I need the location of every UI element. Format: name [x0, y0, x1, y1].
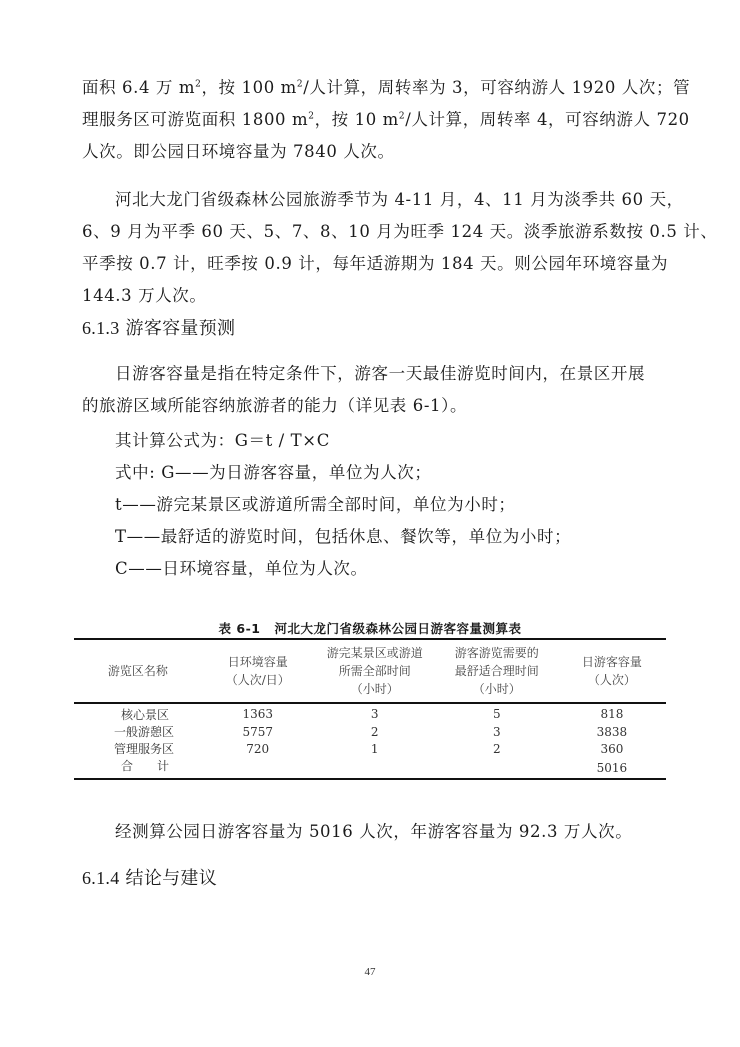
table-row — [74, 703, 666, 724]
text-line: 144.3 万人次。 — [82, 286, 207, 305]
superscript: 2 — [296, 79, 304, 90]
cell-comfortable-time: 3 — [492, 725, 501, 739]
section-title: 游客容量预测 — [125, 318, 236, 339]
text-line — [82, 72, 691, 104]
text-line: 的旅游区域所能容纳旅游者的能力（详见表 6-1）。 — [82, 396, 468, 415]
header-line: 游览区名称 — [107, 664, 168, 678]
header-comfortable-time — [436, 639, 558, 703]
cell-total-time: 1 — [370, 742, 379, 756]
header-daily-visitor-capacity — [558, 639, 666, 703]
table-total-row — [74, 758, 666, 779]
text-run: 理服务区可游览面积 1800 m — [82, 110, 309, 129]
cell-daily-visitor-capacity: 360 — [600, 742, 624, 756]
superscript: 2 — [398, 111, 406, 122]
superscript: 2 — [308, 111, 315, 122]
cell-area-name: 一般游憩区 — [114, 725, 175, 739]
header-total-time — [314, 639, 436, 703]
table-number: 表 6-1 — [218, 621, 261, 636]
paragraph-environment-capacity — [82, 72, 691, 168]
text-run: /人计算，周转率为 3，可容纳游人 1920 人次；管 — [303, 78, 691, 97]
formula-T-definition: T——最舒适的游览时间，包括休息、餐饮等，单位为小时； — [115, 527, 572, 546]
paragraph-definition — [82, 358, 660, 422]
section-title: 结论与建议 — [125, 868, 218, 889]
section-heading-6-1-3 — [82, 314, 235, 340]
text-line: 平季按 0.7 计，旺季按 0.9 计，每年适游期为 184 天。则公园年环境容量为 — [82, 254, 669, 273]
table-title: 河北大龙门省级森林公园日游客容量测算表 — [274, 621, 522, 636]
page-number: 47 — [364, 966, 376, 978]
text-run: ，按 100 m — [201, 78, 297, 97]
header-line: 最舒适合理时间 — [454, 664, 539, 678]
cell-environment-capacity: 5757 — [242, 725, 273, 739]
header-environment-capacity — [202, 639, 314, 703]
cell-empty — [314, 758, 436, 779]
header-line: 日环境容量 — [227, 655, 288, 669]
cell-total-time: 2 — [370, 725, 379, 739]
paragraph-tourism-season — [82, 184, 718, 312]
cell-daily-visitor-capacity: 3838 — [596, 725, 628, 739]
formula-c-definition: C——日环境容量，单位为人次。 — [115, 559, 368, 578]
text-line: 6、9 月为平季 60 天、5、7、8、10 月为旺季 124 天。淡季旅游系数按 0.5 计、 — [82, 222, 718, 241]
cell-empty — [202, 758, 314, 779]
formula-intro: 其计算公式为：G＝t / T×C — [115, 431, 330, 450]
cell-total-value: 5016 — [596, 760, 628, 775]
table-row — [74, 724, 666, 741]
cell-total-label: 合 计 — [121, 759, 170, 773]
cell-comfortable-time: 5 — [492, 706, 501, 721]
header-line: （人次） — [587, 673, 636, 687]
header-line: 所需全部时间 — [338, 664, 411, 678]
table-header-row — [74, 639, 666, 703]
formula-g-definition: 式中: G——为日游客容量，单位为人次； — [115, 463, 432, 482]
cell-daily-visitor-capacity: 818 — [600, 706, 624, 721]
paragraph-conclusion — [82, 816, 660, 848]
cell-total-time: 3 — [370, 706, 379, 721]
text-line: 日游客容量是指在特定条件下，游客一天最佳游览时间内，在景区开展 — [115, 364, 646, 383]
header-line: 游客游览需要的 — [454, 646, 539, 660]
cell-area-name: 管理服务区 — [114, 742, 175, 756]
header-line: （小时） — [472, 682, 521, 696]
cell-environment-capacity: 720 — [246, 742, 270, 756]
text-line: 人次。即公园日环境容量为 7840 人次。 — [82, 142, 395, 161]
text-line — [82, 104, 690, 136]
visitor-capacity-table — [74, 638, 666, 780]
cell-comfortable-time: 2 — [492, 742, 501, 756]
header-line: 日游客容量 — [581, 655, 642, 669]
superscript: 2 — [195, 79, 202, 90]
cell-empty — [436, 758, 558, 779]
header-line: （人次/日） — [225, 673, 290, 687]
text-run: /人计算，周转率 4，可容纳游人 720 — [405, 110, 690, 129]
table-row — [74, 741, 666, 758]
text-line: 经测算公园日游客容量为 5016 人次，年游客容量为 92.3 万人次。 — [115, 822, 633, 841]
header-line: （小时） — [350, 682, 399, 696]
header-area-name — [74, 639, 202, 703]
text-line: 河北大龙门省级森林公园旅游季节为 4-11 月，4、11 月为淡季共 60 天， — [115, 190, 684, 209]
formula-t-definition: t——游完某景区或游道所需全部时间，单位为小时； — [115, 495, 516, 514]
section-heading-6-1-4 — [82, 864, 217, 890]
cell-area-name: 核心景区 — [121, 708, 170, 722]
text-run: ，按 10 m — [314, 110, 399, 129]
section-number: 6.1.4 — [82, 868, 120, 888]
text-run: 面积 6.4 万 m — [82, 78, 196, 97]
header-line: 游完某景区或游道 — [326, 646, 423, 660]
cell-environment-capacity: 1363 — [242, 706, 273, 721]
table-caption — [0, 619, 740, 637]
section-number: 6.1.3 — [82, 318, 120, 338]
